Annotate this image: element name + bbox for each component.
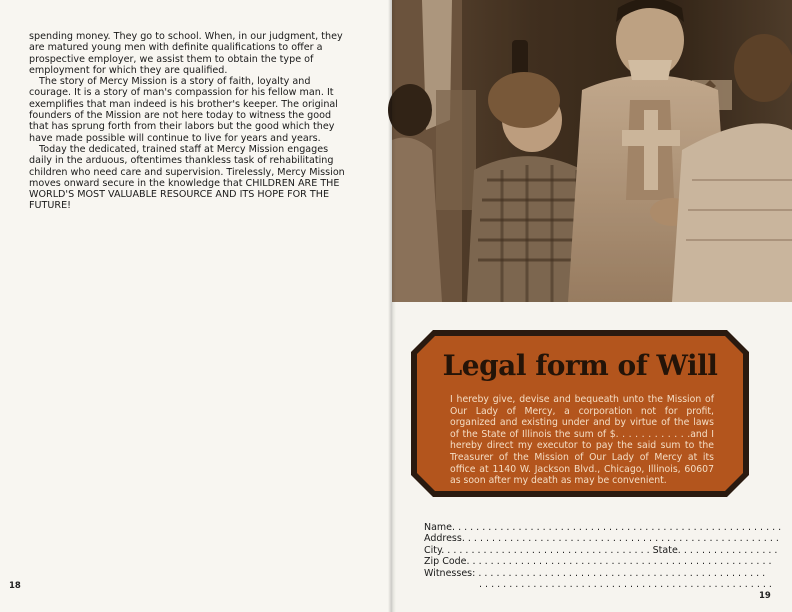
form-witnesses-line-2[interactable]: . . . . . . . . . . . . . . . . . . . . . . . . . . . . . . . . . . . . . . . . . . . . . . . . . [479,578,772,590]
paragraph-2: The story of Mercy Mission is a story of faith, loyalty and courage. It is a story of man's compassion for his fellow man. It exemplifies that man indeed is his brother's keeper. The original founders of the Mission are not here today to witness the good that has sprung forth from their labors but the good which they have made possible will continue to live for years and years. [29,76,338,144]
will-title: Legal form of Will [442,349,718,382]
legal-will-box [411,330,749,497]
page-number-right: 19 [759,591,771,601]
page-gutter [388,0,396,612]
form-witnesses-line[interactable]: Witnesses: . . . . . . . . . . . . . . . . . . . . . . . . . . . . . . . . . . . . . . . . . . . . . . . . [424,567,766,579]
paragraph-1: spending money. They go to school. When, in our judgment, they are matured young men with definite qualifications to offer a prospective employer, we assist them to obtain the type of employment for which they are qualified. [29,31,343,76]
photo-priest-with-boys [392,0,792,302]
form-name-line[interactable]: Name. . . . . . . . . . . . . . . . . . . . . . . . . . . . . . . . . . . . . . . . . . . . . . . . . . . . . . . [424,522,782,533]
page-number-left: 18 [9,581,21,591]
form-address-line[interactable]: Address. . . . . . . . . . . . . . . . . . . . . . . . . . . . . . . . . . . . . . . . . . . . . . . . . . . . . [424,533,779,545]
form-zip-line[interactable]: Zip Code. . . . . . . . . . . . . . . . . . . . . . . . . . . . . . . . . . . . . . . . . . . . . . . . . . . [424,556,772,568]
mission-story-text [29,31,351,212]
left-page [0,0,392,612]
paragraph-3: Today the dedicated, trained staff at Mercy Mission engages daily in the arduous, oftentimes thankless task of rehabilitating children who need care and supervision. Tirelessly, Mercy Mission moves onward secure in the knowledge that CHILDREN ARE THE WORLD'S MOST VALUABLE RESOURCE AND ITS HOPE FOR THE FUTURE! [29,143,345,212]
form-city-state-line[interactable]: City. . . . . . . . . . . . . . . . . . . . . . . . . . . . . . . . . . . State. . . . . . . . . . . . . . . . . [424,544,778,556]
will-form [424,522,782,590]
will-text: I hereby give, devise and bequeath unto the Mission of Our Lady of Mercy, a corporation not for profit, organized and existing under and by virtue of the laws of the State of Illinois the sum of $. . . . . . . . . . . .and I hereby direct my executor to pay the said sum to the Treasurer of the Mission of Our Lady of Mercy at its office at 1140 W. Jackson Blvd., Chicago, Illinois, 60607 as soon after my death as may be convenient. [450,394,714,487]
